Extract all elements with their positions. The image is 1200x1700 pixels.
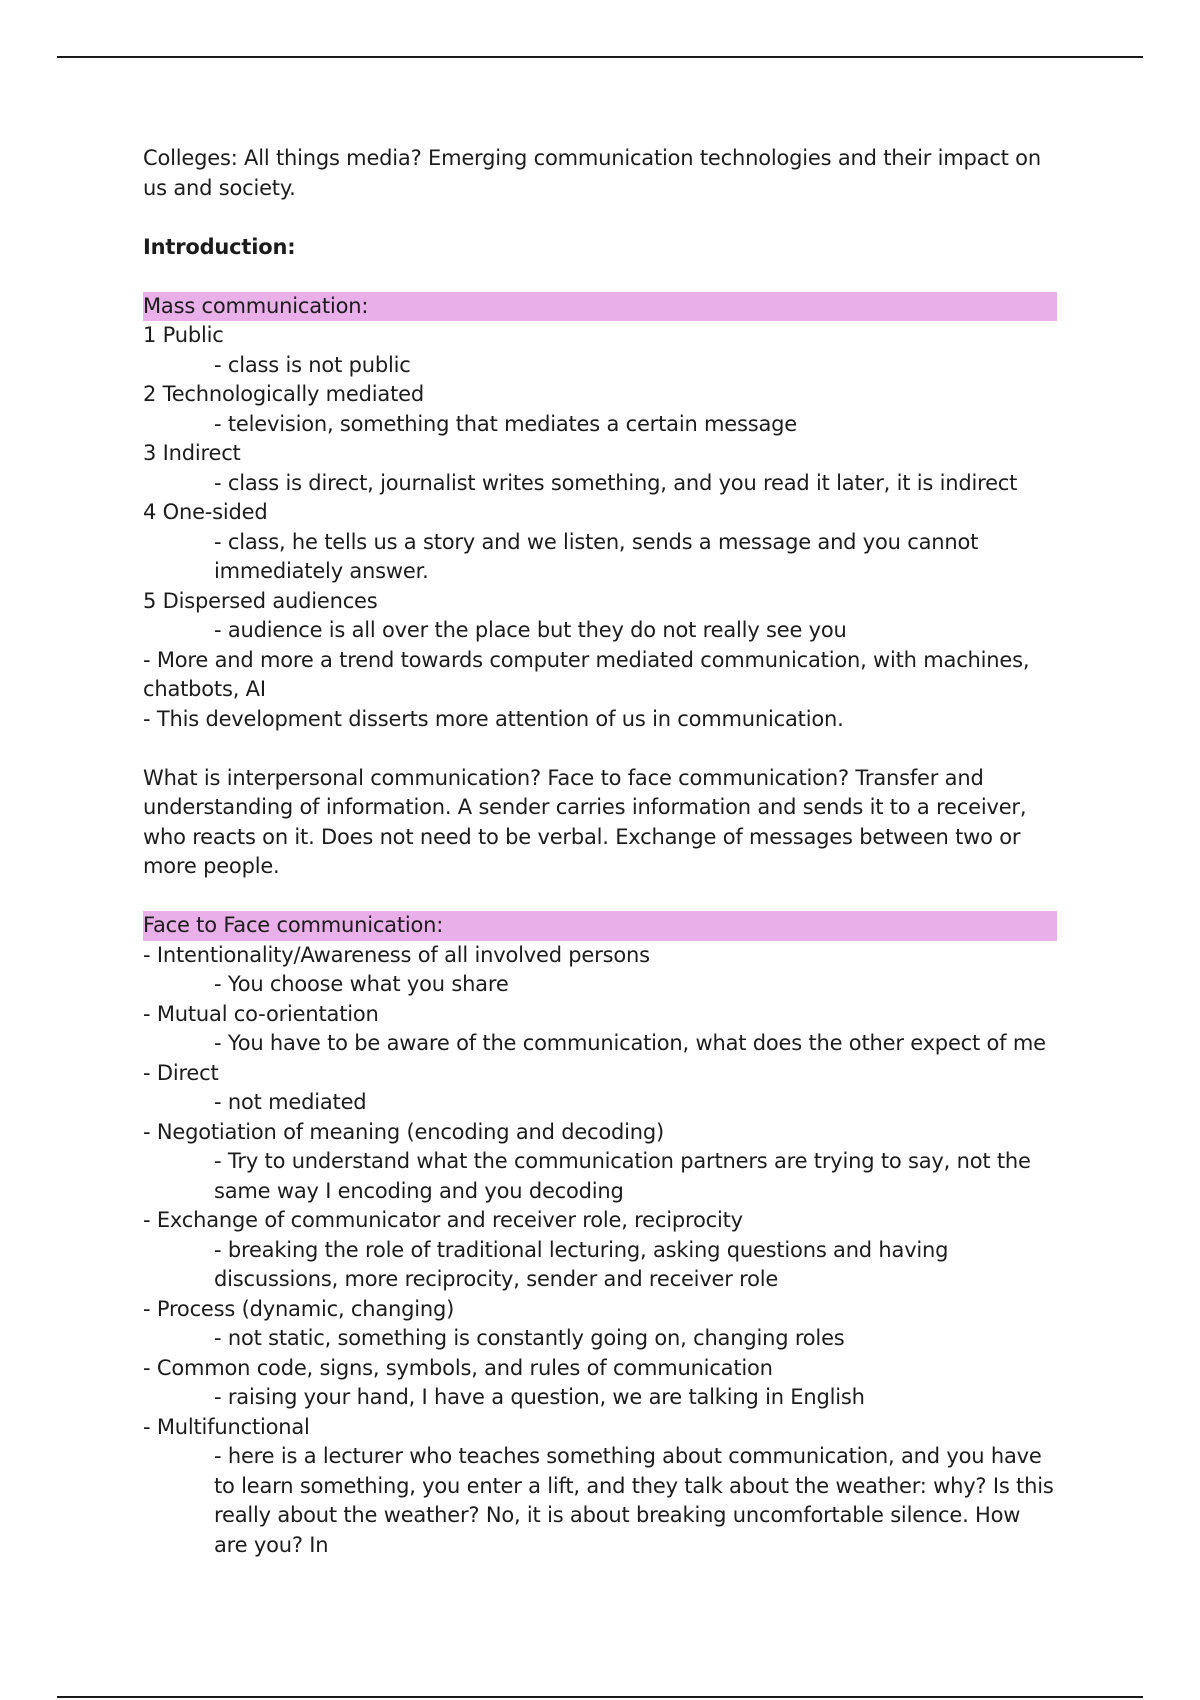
list-item: - Multifunctional xyxy=(143,1414,310,1439)
list-item: - Common code, signs, symbols, and rules of communication xyxy=(143,1355,773,1380)
list-item: 1 Public xyxy=(143,323,224,347)
introduction-heading: Introduction: xyxy=(143,234,296,259)
list-item-detail: - You have to be aware of the communication, what does the other expect of me xyxy=(214,1031,1046,1055)
mass-communication-heading: Mass communication: xyxy=(143,292,1057,322)
list-item: 3 Indirect xyxy=(143,441,241,465)
face-to-face-heading: Face to Face communication: xyxy=(143,911,1057,941)
list-item-detail: - audience is all over the place but they do not really see you xyxy=(214,618,847,642)
list-item-detail: - Try to understand what the communication partners are trying to say, not the same way I encoding and you decoding xyxy=(214,1149,1031,1203)
list-item: - Intentionality/Awareness of all involved persons xyxy=(143,942,650,967)
list-item-detail: - not static, something is constantly going on, changing roles xyxy=(214,1326,845,1350)
list-item: - Process (dynamic, changing) xyxy=(143,1296,455,1321)
list-item: 4 One-sided xyxy=(143,500,268,524)
interpersonal-paragraph: What is interpersonal communication? Face to face communication? Transfer and understanding of information. A sender carries information and sends it to a receiver, who reacts on it. Does not need to be verbal. Exchange of messages between two or more people. xyxy=(143,765,1027,878)
list-item-detail: - class is not public xyxy=(214,352,411,377)
list-item-detail: - You choose what you share xyxy=(214,972,509,996)
list-item-detail: - not mediated xyxy=(214,1090,367,1114)
face-to-face-section xyxy=(143,911,1057,1560)
list-item-detail: - raising your hand, I have a question, we are talking in English xyxy=(214,1385,865,1409)
document-body xyxy=(143,144,1057,1560)
list-item-detail: - class is direct, journalist writes something, and you read it later, it is indirect xyxy=(214,470,1018,495)
list-item: - Negotiation of meaning (encoding and decoding) xyxy=(143,1119,665,1144)
list-item-detail: - breaking the role of traditional lecturing, asking questions and having discussions, more reciprocity, sender and receiver role xyxy=(214,1237,949,1291)
list-item-detail: - class, he tells us a story and we listen, sends a message and you cannot immediately answer. xyxy=(214,529,979,583)
note: - This development disserts more attention of us in communication. xyxy=(143,706,844,731)
list-item: - Mutual co-orientation xyxy=(143,1001,379,1026)
document-title: Colleges: All things media? Emerging communication technologies and their impact on us and society. xyxy=(143,146,1041,200)
mass-communication-section xyxy=(143,292,1057,735)
list-item-detail: - here is a lecturer who teaches something about communication, and you have to learn something, you enter a lift, and they talk about the weather: why? Is this really about the weather? No, it is about breaking uncomfortable silence. How are you? In xyxy=(214,1444,1054,1557)
list-item: 2 Technologically mediated xyxy=(143,382,424,406)
list-item: - Direct xyxy=(143,1060,219,1085)
bottom-rule xyxy=(57,1696,1143,1698)
note: - More and more a trend towards computer mediated communication, with machines, chatbots, AI xyxy=(143,647,1030,701)
list-item: - Exchange of communicator and receiver role, reciprocity xyxy=(143,1208,743,1232)
top-rule xyxy=(57,56,1143,58)
list-item: 5 Dispersed audiences xyxy=(143,588,378,613)
list-item-detail: - television, something that mediates a certain message xyxy=(214,411,798,436)
